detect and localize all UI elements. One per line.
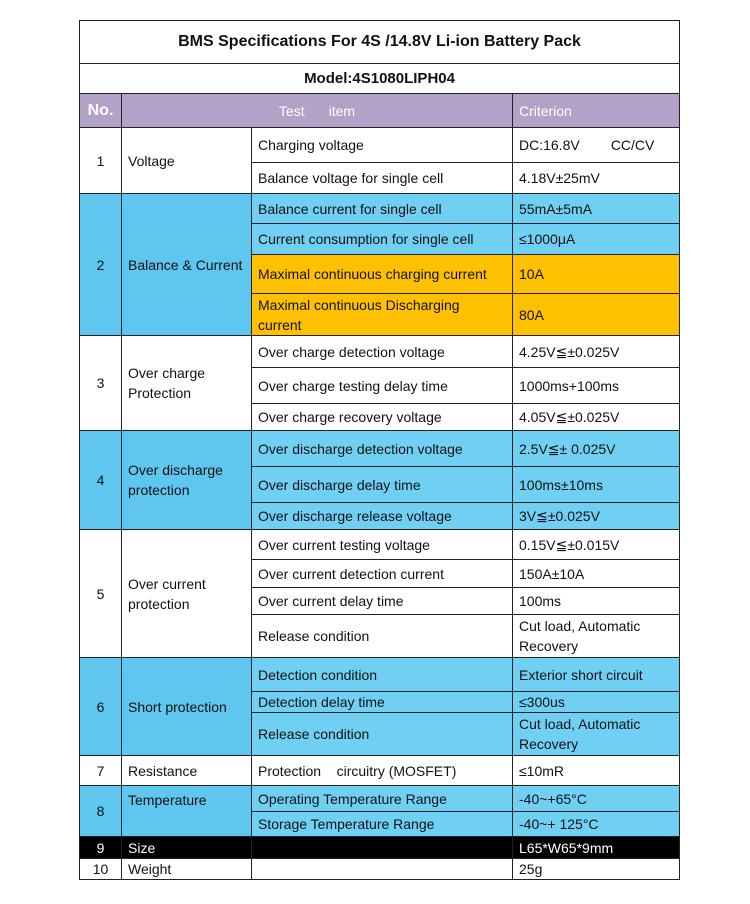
row-category: Size: [122, 837, 252, 859]
row-category: Over charge Protection: [122, 336, 252, 431]
row-item: Storage Temperature Range: [252, 812, 513, 837]
row-category: Weight: [122, 859, 252, 880]
row-criterion: 80A: [513, 294, 680, 336]
table-row: [80, 194, 680, 224]
row-criterion: ≤300us: [513, 692, 680, 713]
row-category: Resistance: [122, 756, 252, 786]
table-row: [80, 658, 680, 692]
row-number: 2: [80, 194, 122, 336]
row-item: Operating Temperature Range: [252, 786, 513, 812]
row-criterion: 2.5V≦± 0.025V: [513, 431, 680, 467]
row-category: Over current protection: [122, 530, 252, 658]
row-criterion: 25g: [513, 859, 680, 880]
row-item: Over current delay time: [252, 588, 513, 615]
header-test-item: [122, 94, 513, 128]
row-item: Current consumption for single cell: [252, 224, 513, 255]
row-item: Over charge recovery voltage: [252, 404, 513, 431]
header-row: [80, 94, 680, 128]
row-item: [252, 859, 513, 880]
row-number: 1: [80, 128, 122, 194]
row-item: Over current detection current: [252, 560, 513, 588]
table-row: [80, 837, 680, 859]
row-category: Temperature: [122, 786, 252, 837]
row-number: 3: [80, 336, 122, 431]
row-criterion: 3V≦±0.025V: [513, 503, 680, 530]
row-number: 8: [80, 786, 122, 837]
row-item: Balance voltage for single cell: [252, 163, 513, 194]
header-item-word: item: [328, 102, 356, 119]
row-item: Over discharge release voltage: [252, 503, 513, 530]
table-row: [80, 530, 680, 560]
row-item: Over charge testing delay time: [252, 368, 513, 404]
row-criterion: ≤10mR: [513, 756, 680, 786]
table-row: [80, 859, 680, 880]
row-criterion: 0.15V≦±0.015V: [513, 530, 680, 560]
row-criterion: Exterior short circuit: [513, 658, 680, 692]
row-criterion: 55mA±5mA: [513, 194, 680, 224]
row-criterion: 100ms: [513, 588, 680, 615]
row-criterion: 4.05V≦±0.025V: [513, 404, 680, 431]
row-number: 5: [80, 530, 122, 658]
row-item: Over discharge detection voltage: [252, 431, 513, 467]
row-item: Detection condition: [252, 658, 513, 692]
header-test-word: Test: [278, 102, 305, 119]
row-criterion: 4.25V≦±0.025V: [513, 336, 680, 368]
row-item: Release condition: [252, 713, 513, 756]
table-row: [80, 128, 680, 163]
header-no: No.: [80, 94, 122, 128]
row-item: Over current testing voltage: [252, 530, 513, 560]
row-category: Over discharge protection: [122, 431, 252, 530]
row-number: 10: [80, 859, 122, 880]
row-criterion: 4.18V±25mV: [513, 163, 680, 194]
header-criterion: Criterion: [513, 94, 680, 128]
model-label: Model:4S1080LIPH04: [80, 64, 680, 94]
row-item: Over charge detection voltage: [252, 336, 513, 368]
row-item: Charging voltage: [252, 128, 513, 163]
row-criterion: 100ms±10ms: [513, 467, 680, 503]
row-criterion: ≤1000μA: [513, 224, 680, 255]
page-title: BMS Specifications For 4S /14.8V Li-ion Battery Pack: [80, 21, 680, 64]
row-category: Short protection: [122, 658, 252, 756]
row-criterion: -40~+ 125°C: [513, 812, 680, 837]
row-criterion: L65*W65*9mm: [513, 837, 680, 859]
table-row: [80, 431, 680, 467]
row-criterion: -40~+65°C: [513, 786, 680, 812]
row-item: Balance current for single cell: [252, 194, 513, 224]
row-criterion: Cut load, Automatic Recovery: [513, 615, 680, 658]
row-criterion: 1000ms+100ms: [513, 368, 680, 404]
row-criterion: Cut load, Automatic Recovery: [513, 713, 680, 756]
table-row: [80, 786, 680, 812]
row-number: 7: [80, 756, 122, 786]
row-category: Voltage: [122, 128, 252, 194]
row-item: Protection circuitry (MOSFET): [252, 756, 513, 786]
row-item: Release condition: [252, 615, 513, 658]
row-category: Balance & Current: [122, 194, 252, 336]
row-number: 9: [80, 837, 122, 859]
row-item: Detection delay time: [252, 692, 513, 713]
row-item: Over discharge delay time: [252, 467, 513, 503]
row-item: Maximal continuous Discharging current: [252, 294, 513, 336]
row-criterion: 10A: [513, 255, 680, 294]
row-number: 4: [80, 431, 122, 530]
row-criterion: 150A±10A: [513, 560, 680, 588]
table-row: [80, 336, 680, 368]
table-row: [80, 756, 680, 786]
row-criterion: DC:16.8V CC/CV: [513, 128, 680, 163]
row-number: 6: [80, 658, 122, 756]
bms-spec-table: [79, 20, 680, 880]
row-item: [252, 837, 513, 859]
row-item: Maximal continuous charging current: [252, 255, 513, 294]
